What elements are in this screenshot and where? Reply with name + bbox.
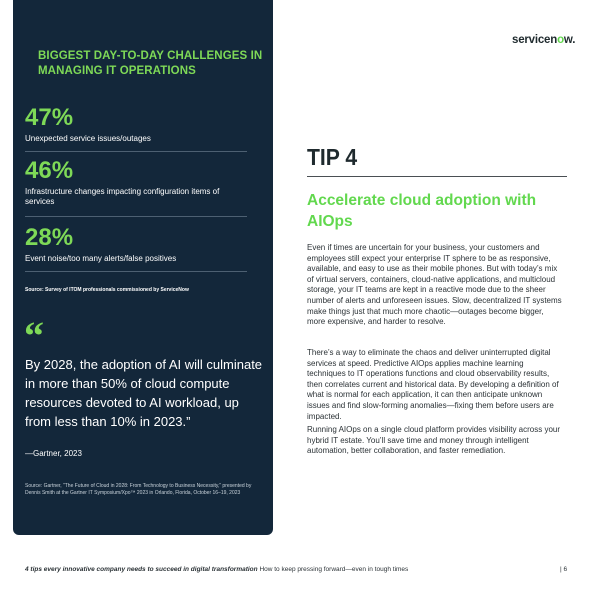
stat-value: 47%	[25, 104, 74, 131]
page-number: | 6	[560, 566, 568, 573]
servicenow-logo	[512, 34, 575, 46]
section-heading: Accelerate cloud adoption with AIOps	[307, 192, 537, 230]
body-paragraph: Even if times are uncertain for your business, your customers and employees still expect your enterprise IT sphere to be as responsive, available, and easy to use as their mobile phones. But with today’s mix of virtual servers, containers, cloud-native applications, and multicloud storage, your IT teams are kept in a reactive mode due to the sheer number of alerts and unforeseen issues. Slow, decentralized IT systems make things just that much more chaotic—outages become bigger, more expensive, and harder to resolve.	[307, 243, 562, 327]
title-divider	[307, 176, 567, 177]
quote-attribution: —Gartner, 2023	[25, 449, 82, 458]
logo-text: servicen	[512, 34, 558, 46]
logo-accent: o	[557, 34, 564, 46]
stat-divider	[25, 216, 247, 217]
stat-label: Infrastructure changes impacting configuration items of services	[25, 187, 220, 206]
logo-text-end: w.	[563, 34, 576, 46]
stat-value: 46%	[25, 157, 74, 184]
stat-value: 28%	[25, 224, 74, 251]
stat-item	[25, 225, 247, 264]
body-paragraph: There’s a way to eliminate the chaos and deliver uninterrupted digital services at speed. Predictive AIOps applies machine learning techniques to IT operations functions and cloud observability results, then correlates current and historical data. By developing a definition of what is normal for each application, it can then anticipate unknown issues and find slow-forming anomalies—fixing them before users are impacted.	[307, 348, 559, 421]
stat-item	[25, 158, 247, 207]
stat-item	[25, 105, 247, 144]
tip-title: TIP 4	[307, 144, 358, 170]
pull-quote: By 2028, the adoption of AI will culminate in more than 50% of cloud compute resources devoted to AI workload, up from less than 10% in 2023.”	[25, 357, 263, 429]
sidebar-title: BIGGEST DAY-TO-DAY CHALLENGES IN MANAGING IT OPERATIONS	[38, 50, 263, 77]
document-title: 4 tips every innovative company needs to succeed in digital transformation	[25, 566, 258, 573]
quote-footnote: Source: Gartner, “The Future of Cloud in 2028: From Technology to Business Necessity,” presented by Dennis Smith at the Gartner IT Symposium/Xpo™ 2023 in Orlando, Florida, October 16–19, 2023	[25, 483, 252, 496]
stat-divider	[25, 151, 247, 152]
quote-mark-icon: “	[24, 313, 44, 358]
stat-label: Event noise/too many alerts/false positives	[25, 254, 177, 263]
page-footer	[25, 566, 545, 574]
stat-label: Unexpected service issues/outages	[25, 134, 151, 143]
body-paragraph: Running AIOps on a single cloud platform provides visibility across your hybrid IT estate. You’ll save time and money through intelligent automation, better collaboration, and faster remediation.	[307, 425, 561, 456]
stat-divider	[25, 271, 247, 272]
document-subtitle: How to keep pressing forward—even in tough times	[259, 566, 409, 573]
survey-source: Source: Survey of ITOM professionals commissioned by ServiceNow	[25, 287, 189, 293]
